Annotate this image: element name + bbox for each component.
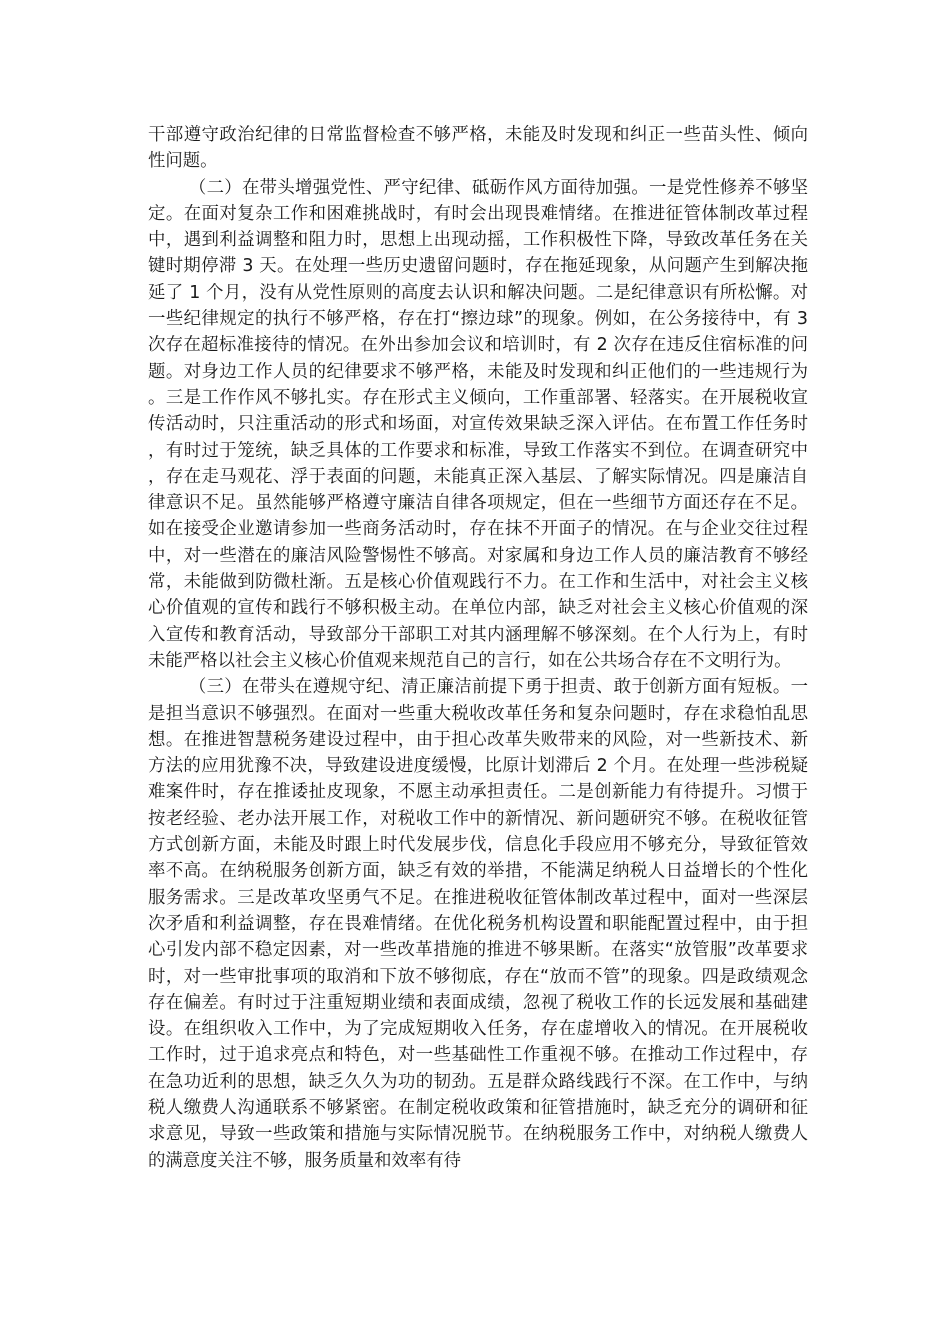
paragraph-continuation: 干部遵守政治纪律的日常监督检查不够严格，未能及时发现和纠正一些苗头性、倾向性问题。 [148, 125, 808, 172]
paragraph-section-2: （二）在带头增强党性、严守纪律、砥砺作风方面待加强。一是党性修养不够坚定。在面对复杂工作和困难挑战时，有时会出现畏难情绪。在推进征管体制改革过程中，遇到利益调整和阻力时，思想上出现动摇，工作积极性下降，导致改革任务在关键时期停滞 3 天。在处理一些历史遗留问题时，存在拖延现象，从问题产生到解决拖延了 1 个月，没有从党性原则的高度去认识和解决问题。二是纪律意识有所松懈。对一些纪律规定的执行不够严格，存在打“擦边球”的现象。例如，在公务接待中，有 3 次存在超标准接待的情况。在外出参加会议和培训时，有 2 次存在违反住宿标准的问题。对身边工作人员的纪律要求不够严格，未能及时发现和纠正他们的一些违规行为。三是工作作风不够扎实。存在形式主义倾向，工作重部署、轻落实。在开展税收宣传活动时，只注重活动的形式和场面，对宣传效果缺乏深入评估。在布置工作任务时，有时过于笼统，缺乏具体的工作要求和标准，导致工作落实不到位。在调查研究中，存在走马观花、浮于表面的问题，未能真正深入基层、了解实际情况。四是廉洁自律意识不足。虽然能够严格遵守廉洁自律各项规定，但在一些细节方面还存在不足。如在接受企业邀请参加一些商务活动时，存在抹不开面子的情况。在与企业交往过程中，对一些潜在的廉洁风险警惕性不够高。对家属和身边工作人员的廉洁教育不够经常，未能做到防微杜渐。五是核心价值观践行不力。在工作和生活中，对社会主义核心价值观的宣传和践行不够积极主动。在单位内部，缺乏对社会主义核心价值观的深入宣传和教育活动，导致部分干部职工对其内涵理解不够深刻。在个人行为上，有时未能严格以社会主义核心价值观来规范自己的言行，如在公共场合存在不文明行为。 [148, 177, 808, 671]
document-body [148, 122, 808, 1174]
paragraph-section-3: （三）在带头在遵规守纪、清正廉洁前提下勇于担责、敢于创新方面有短板。一是担当意识不够强烈。在面对一些重大税收改革任务和复杂问题时，存在求稳怕乱思想。在推进智慧税务建设过程中，由于担心改革失败带来的风险，对一些新技术、新方法的应用犹豫不决，导致建设进度缓慢，比原计划滞后 2 个月。在处理一些涉税疑难案件时，存在推诿扯皮现象，不愿主动承担责任。二是创新能力有待提升。习惯于按老经验、老办法开展工作，对税收工作中的新情况、新问题研究不够。在税收征管方式创新方面，未能及时跟上时代发展步伐，信息化手段应用不够充分，导致征管效率不高。在纳税服务创新方面，缺乏有效的举措，不能满足纳税人日益增长的个性化服务需求。三是改革攻坚勇气不足。在推进税收征管体制改革过程中，面对一些深层次矛盾和利益调整，存在畏难情绪。在优化税务机构设置和职能配置过程中，由于担心引发内部不稳定因素，对一些改革措施的推进不够果断。在落实“放管服”改革要求时，对一些审批事项的取消和下放不够彻底，存在“放而不管”的现象。四是政绩观念存在偏差。有时过于注重短期业绩和表面成绩，忽视了税收工作的长远发展和基础建设。在组织收入工作中，为了完成短期收入任务，存在虚增收入的情况。在开展税收工作时，过于追求亮点和特色，对一些基础性工作重视不够。在推动工作过程中，存在急功近利的思想，缺乏久久为功的韧劲。五是群众路线践行不深。在工作中，与纳税人缴费人沟通联系不够紧密。在制定税收政策和征管措施时，缺乏充分的调研和征求意见，导致一些政策和措施与实际情况脱节。在纳税服务工作中，对纳税人缴费人的满意度关注不够，服务质量和效率有待 [148, 677, 808, 1171]
